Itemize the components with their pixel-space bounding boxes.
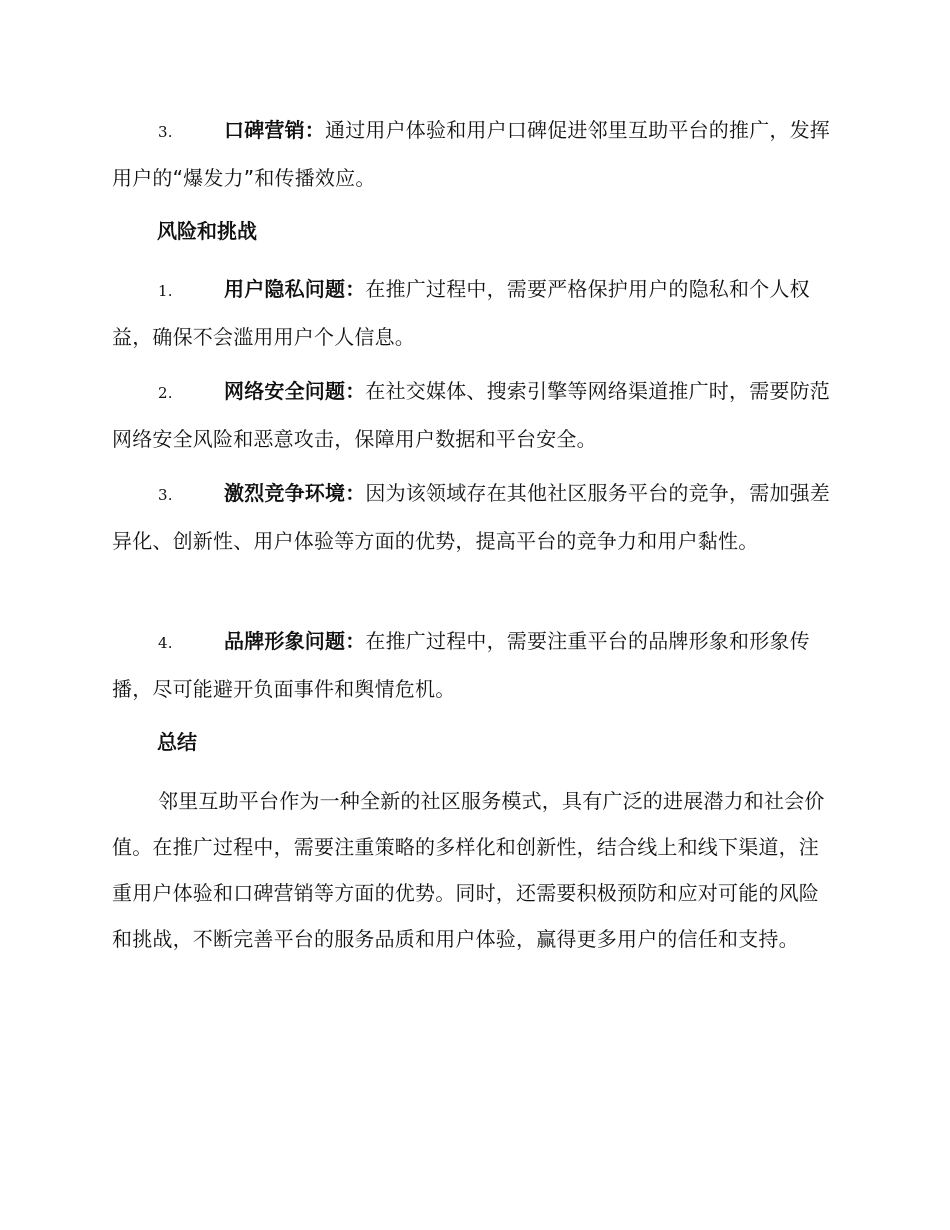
list-text: 通过用户体验和用户口碑促进邻里互助平台的推广，发挥用户的“爆发力”和传播效应。 xyxy=(112,118,830,190)
section-heading-summary: 总结 xyxy=(157,730,197,754)
list-number: 1. xyxy=(158,282,173,300)
list-item-brand-image xyxy=(112,618,834,712)
list-number: 2. xyxy=(158,384,173,402)
list-number: 4. xyxy=(158,634,173,652)
list-term: 用户隐私问题： xyxy=(224,277,366,301)
list-text: 在推广过程中，需要注重平台的品牌形象和形象传播，尽可能避开负面事件和舆情危机。 xyxy=(112,629,810,701)
list-item-privacy xyxy=(112,266,834,360)
list-term: 品牌形象问题： xyxy=(224,629,366,653)
list-item-competition xyxy=(112,470,834,564)
list-number: 3. xyxy=(158,486,173,504)
section-heading-risks: 风险和挑战 xyxy=(157,219,257,243)
summary-paragraph: 邻里互助平台作为一种全新的社区服务模式，具有广泛的进展潜力和社会价值。在推广过程中，需要注重策略的多样化和创新性，结合线上和线下渠道，注重用户体验和口碑营销等方面的优势。同时，还需要积极预防和应对可能的风险和挑战，不断完善平台的服务品质和用户体验，赢得更多用户的信任和支持。 xyxy=(112,789,825,951)
list-item-network-security xyxy=(112,368,834,462)
list-text: 因为该领域存在其他社区服务平台的竞争，需加强差异化、创新性、用户体验等方面的优势，提高平台的竞争力和用户黏性。 xyxy=(112,481,831,553)
list-term: 口碑营销： xyxy=(224,118,325,142)
list-text: 在社交媒体、搜索引擎等网络渠道推广时，需要防范网络安全风险和恶意攻击，保障用户数据和平台安全。 xyxy=(112,379,831,451)
list-number: 3. xyxy=(158,123,173,141)
list-item-word-of-mouth xyxy=(112,107,834,201)
list-text: 在推广过程中，需要严格保护用户的隐私和个人权益，确保不会滥用用户个人信息。 xyxy=(112,277,810,349)
list-term: 激烈竞争环境： xyxy=(224,481,366,505)
list-term: 网络安全问题： xyxy=(224,379,366,403)
